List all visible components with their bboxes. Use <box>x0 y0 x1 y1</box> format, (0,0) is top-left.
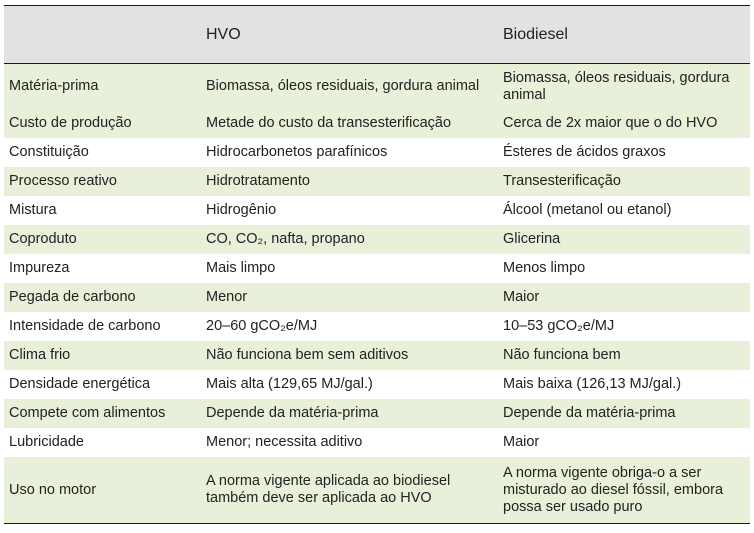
biodiesel-cell: Menos limpo <box>498 254 750 283</box>
biodiesel-cell: Álcool (metanol ou etanol) <box>498 196 750 225</box>
hvo-cell: Mais alta (129,65 MJ/gal.) <box>201 370 498 399</box>
hvo-cell: Depende da matéria-prima <box>201 399 498 428</box>
table-row <box>4 457 750 524</box>
table-row <box>4 225 750 254</box>
row-label: Densidade energética <box>4 370 201 399</box>
hvo-cell: Mais limpo <box>201 254 498 283</box>
biodiesel-cell: Transesterificação <box>498 167 750 196</box>
row-label: Mistura <box>4 196 201 225</box>
hvo-cell: 20–60 gCO₂e/MJ <box>201 312 498 341</box>
hvo-cell: Metade do custo da transesterificação <box>201 109 498 138</box>
row-label: Processo reativo <box>4 167 201 196</box>
hvo-cell: Hidrotratamento <box>201 167 498 196</box>
row-label: Custo de produção <box>4 109 201 138</box>
biodiesel-cell: Glicerina <box>498 225 750 254</box>
table-row <box>4 283 750 312</box>
table-row <box>4 64 750 110</box>
biodiesel-cell: Cerca de 2x maior que o do HVO <box>498 109 750 138</box>
hvo-cell: Biomassa, óleos residuais, gordura animal <box>201 64 498 110</box>
table-row <box>4 109 750 138</box>
header-blank <box>4 6 201 64</box>
table-row <box>4 312 750 341</box>
row-label: Uso no motor <box>4 457 201 524</box>
hvo-cell: CO, CO₂, nafta, propano <box>201 225 498 254</box>
hvo-cell: Hidrocarbonetos parafínicos <box>201 138 498 167</box>
row-label: Compete com alimentos <box>4 399 201 428</box>
row-label: Lubricidade <box>4 428 201 457</box>
row-label: Intensidade de carbono <box>4 312 201 341</box>
row-label: Pegada de carbono <box>4 283 201 312</box>
row-label: Matéria-prima <box>4 64 201 110</box>
row-label: Coproduto <box>4 225 201 254</box>
biodiesel-cell: Maior <box>498 283 750 312</box>
table-row <box>4 428 750 457</box>
biodiesel-cell: Mais baixa (126,13 MJ/gal.) <box>498 370 750 399</box>
hvo-cell: Não funciona bem sem aditivos <box>201 341 498 370</box>
biodiesel-cell: Maior <box>498 428 750 457</box>
biodiesel-cell: Depende da matéria-prima <box>498 399 750 428</box>
row-label: Clima frio <box>4 341 201 370</box>
row-label: Constituição <box>4 138 201 167</box>
header-hvo: HVO <box>201 6 498 64</box>
table-row <box>4 167 750 196</box>
biodiesel-cell: Não funciona bem <box>498 341 750 370</box>
hvo-cell: Hidrogênio <box>201 196 498 225</box>
hvo-cell: Menor <box>201 283 498 312</box>
table-row <box>4 341 750 370</box>
biodiesel-cell: 10–53 gCO₂e/MJ <box>498 312 750 341</box>
header-biodiesel: Biodiesel <box>498 6 750 64</box>
table-row <box>4 399 750 428</box>
biodiesel-cell: Ésteres de ácidos graxos <box>498 138 750 167</box>
table-row <box>4 138 750 167</box>
biodiesel-cell: Biomassa, óleos residuais, gordura animal <box>498 64 750 110</box>
row-label: Impureza <box>4 254 201 283</box>
table-row <box>4 370 750 399</box>
biodiesel-cell: A norma vigente obriga-o a ser misturado ao diesel fóssil, embora possa ser usado puro <box>498 457 750 524</box>
hvo-vs-biodiesel-table <box>4 5 750 524</box>
table-row <box>4 196 750 225</box>
hvo-cell: A norma vigente aplicada ao biodiesel também deve ser aplicada ao HVO <box>201 457 498 524</box>
comparison-table-container <box>4 5 750 524</box>
table-header-row <box>4 6 750 64</box>
table-row <box>4 254 750 283</box>
hvo-cell: Menor; necessita aditivo <box>201 428 498 457</box>
